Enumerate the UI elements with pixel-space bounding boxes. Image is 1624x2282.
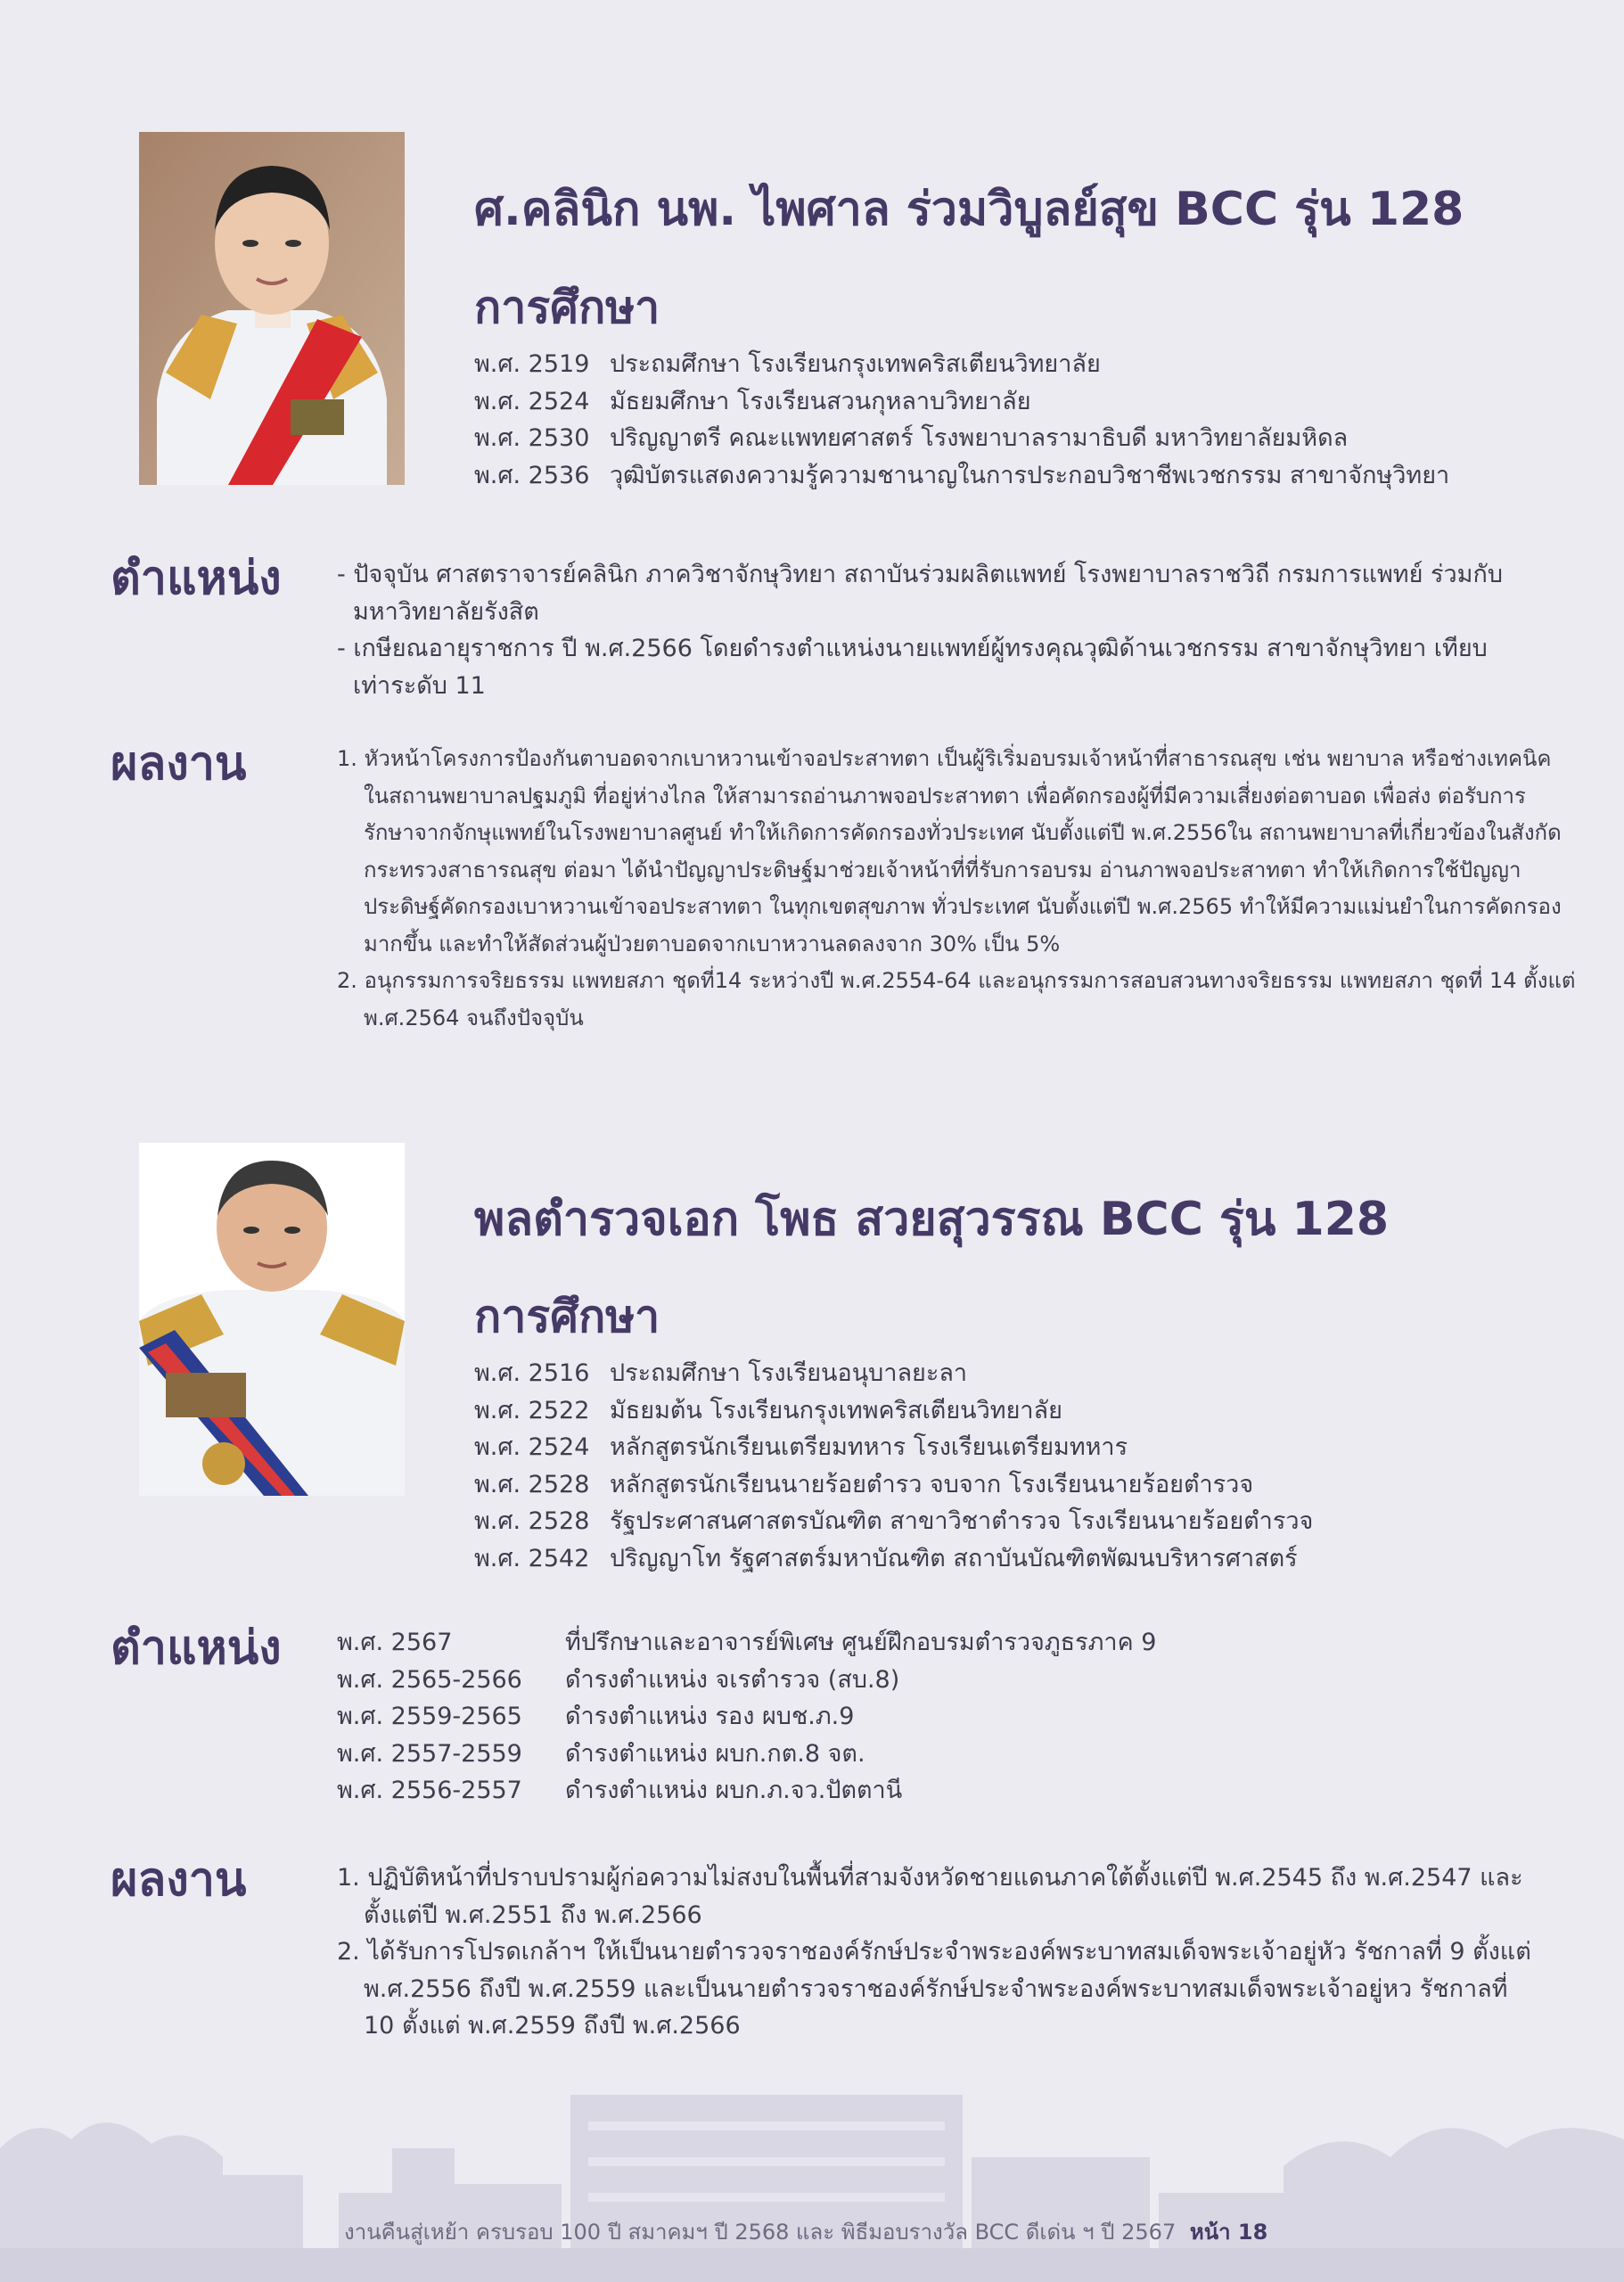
position-item: พ.ศ. 2559-2565 ดำรงตำแหน่ง รอง ผบช.ภ.9	[337, 1703, 855, 1730]
work-item: 1. ปฏิบัติหน้าที่ปราบปรามผู้ก่อความไม่สงบในพื้นที่สามจังหวัดชายแดนภาคใต้ตั้งแต่ปี พ.ศ.2545 ถึง พ.ศ.2547 และ ตั้งแต่ปี พ.ศ.2551 ถึง พ.ศ.2566	[337, 1864, 1523, 1929]
portrait-photo-1	[139, 132, 405, 485]
person2-education-title: การศึกษา	[474, 1291, 660, 1342]
position-item: พ.ศ. 2556-2557 ดำรงตำแหน่ง ผบก.ภ.จว.ปัตตานี	[337, 1777, 903, 1804]
position-item: พ.ศ. 2565-2566 ดำรงตำแหน่ง จเรตำรวจ (สบ.8)	[337, 1665, 900, 1694]
education-item: พ.ศ. 2542 ปริญญาโท รัฐศาสตร์มหาบัณฑิต สถาบันบัณฑิตพัฒนบริหารศาสตร์	[474, 1544, 1298, 1572]
education-item: พ.ศ. 2528 หลักสูตรนักเรียนนายร้อยตำรว จบจาก โรงเรียนนายร้อยตำรวจ	[474, 1470, 1254, 1498]
position-item: - ปัจจุบัน ศาสตราจารย์คลินิก ภาควิชาจักษุวิทยา สถาบันร่วมผลิตแพทย์ โรงพยาบาลราชวิถี กรมการแพทย์ ร่วมกับมหาวิทยาลัยรังสิต	[337, 561, 1503, 626]
footer-text: งานคืนสู่เหย้า ครบรอบ 100 ปี สมาคมฯ ปี 2568 และ พิธีมอบรางวัล BCC ดีเด่น ฯ ปี 2567	[344, 2220, 1177, 2245]
person1-name: ศ.คลินิก นพ. ไพศาล ร่วมวิบูลย์สุข BCC รุ่น 128	[474, 183, 1464, 236]
education-item: พ.ศ. 2530 ปริญญาตรี คณะแพทยศาสตร์ โรงพยาบาลรามาธิบดี มหาวิทยาลัยมหิดล	[474, 424, 1349, 452]
page-footer	[344, 2214, 1267, 2249]
work-item: 1. หัวหน้าโครงการป้องกันตาบอดจากเบาหวานเข้าจอประสาทตา เป็นผู้ริเริ่มอบรมเจ้าหน้าที่สาธารณสุข เช่น พยาบาล หรือช่างเทคนิคในสถานพยาบาลปฐมภูมิ ที่อยู่ห่างไกล ให้สามารถอ่านภาพจอประสาทตา เพื่อคัดกรองผู้ที่มีความเสี่ยงต่อตาบอด เพื่อส่ง ต่อรับการรักษาจากจักษุแพทย์ในโรงพยาบาลศูนย์ ทำให้เกิดการคัดกรองทั่วประเทศ นับตั้งแต่ปี พ.ศ.2556ใน สถานพยาบาลที่เกี่ยวข้องในสังกัดกระทรวงสาธารณสุข ต่อมา ได้นำปัญญาประดิษฐ์มาช่วยเจ้าหน้าที่ที่รับการอบรม อ่านภาพจอประสาทตา ทำให้เกิดการใช้ปัญญาประดิษฐ์คัดกรองเบาหวานเข้าจอประสาทตา ในทุกเขตสุขภาพ ทั่วประเทศ นับตั้งแต่ปี พ.ศ.2565 ทำให้มีความแม่นยำในการคัดกรองมากขึ้น และทำให้สัดส่วนผู้ป่วยตาบอดจากเบาหวานลดลงจาก 30% เป็น 5%	[337, 746, 1562, 956]
person1-education-list	[474, 346, 1449, 494]
person2-work-list	[337, 1859, 1540, 2045]
work-item: 2. ได้รับการโปรดเกล้าฯ ให้เป็นนายตำรวจราชองค์รักษ์ประจำพระองค์พระบาทสมเด็จพระเจ้าอยู่หัว รัชกาลที่ 9 ตั้งแต่ พ.ศ.2556 ถึงปี พ.ศ.2559 และเป็นนายตำรวจราชองค์รักษ์ประจำพระองค์พระบาทสมเด็จพระเจ้าอยู่หว รัชกาลที่ 10 ตั้งแต่ พ.ศ.2559 ถึงปี พ.ศ.2566	[337, 1938, 1531, 2040]
portrait-photo-2	[139, 1143, 405, 1496]
person1-work-title: ผลงาน	[111, 737, 247, 791]
education-item: พ.ศ. 2519 ประถมศึกษา โรงเรียนกรุงเทพคริสเตียนวิทยาลัย	[474, 350, 1101, 378]
person1-position-list	[337, 556, 1522, 704]
education-item: พ.ศ. 2516 ประถมศึกษา โรงเรียนอนุบาลยะลา	[474, 1359, 968, 1387]
education-item: พ.ศ. 2524 มัธยมศึกษา โรงเรียนสวนกุหลาบวิทยาลัย	[474, 387, 1031, 415]
education-item: พ.ศ. 2522 มัธยมต้น โรงเรียนกรุงเทพคริสเตียนวิทยาลัย	[474, 1396, 1062, 1424]
person1-work-list	[337, 741, 1576, 1037]
person2-education-list	[474, 1355, 1313, 1577]
education-item: พ.ศ. 2528 รัฐประศาสนศาสตรบัณฑิต สาขาวิชาตำรวจ โรงเรียนนายร้อยตำรวจ	[474, 1507, 1314, 1535]
person2-name: พลตำรวจเอก โพธ สวยสุวรรณ BCC รุ่น 128	[474, 1193, 1390, 1246]
position-item: พ.ศ. 2557-2559 ดำรงตำแหน่ง ผบก.กต.8 จต.	[337, 1739, 865, 1768]
person2-position-title: ตำแหน่ง	[111, 1621, 282, 1675]
education-item: พ.ศ. 2536 วุฒิบัตรแสดงความรู้ความชานาญในการประกอบวิชาชีพเวชกรรม สาขาจักษุวิทยา	[474, 461, 1450, 489]
person2-position-list	[337, 1624, 1156, 1810]
position-item: - เกษียณอายุราชการ ปี พ.ศ.2566 โดยดำรงตำแหน่งนายแพทย์ผู้ทรงคุณวุฒิด้านเวชกรรม สาขาจักษุวิทยา เทียบเท่าระดับ 11	[337, 635, 1488, 700]
person2-work-title: ผลงาน	[111, 1853, 247, 1907]
person1-education-title: การศึกษา	[474, 282, 660, 333]
person1-position-title: ตำแหน่ง	[111, 552, 282, 605]
education-item: พ.ศ. 2524 หลักสูตรนักเรียนเตรียมทหาร โรงเรียนเตรียมทหาร	[474, 1433, 1128, 1461]
page-number: หน้า 18	[1189, 2220, 1268, 2245]
position-item: พ.ศ. 2567 ที่ปรึกษาและอาจารย์พิเศษ ศูนย์ฝึกอบรมตำรวจภูธรภาค 9	[337, 1629, 1157, 1656]
work-item: 2. อนุกรรมการจริยธรรม แพทยสภา ชุดที่14 ระหว่างปี พ.ศ.2554-64 และอนุกรรมการสอบสวนทางจริยธรรม แพทยสภา ชุดที่ 14 ตั้งแต่ พ.ศ.2564 จนถึงปัจจุบัน	[337, 968, 1576, 1030]
